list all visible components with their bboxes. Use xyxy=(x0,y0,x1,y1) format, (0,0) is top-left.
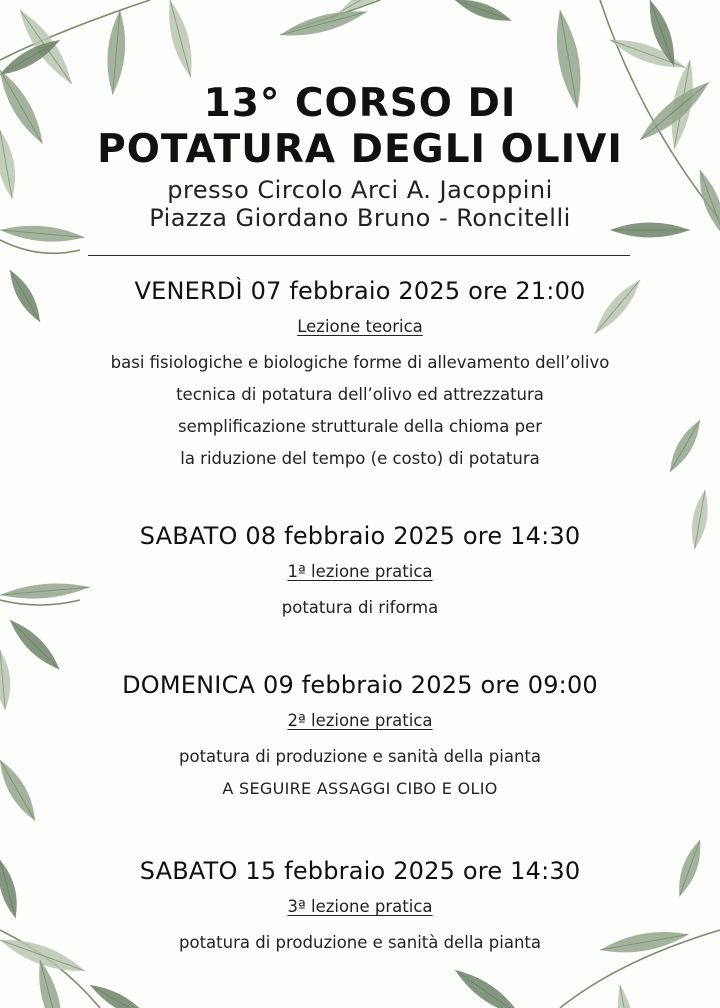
lesson-title: 3ª lezione pratica xyxy=(287,897,433,916)
lesson-title: 1ª lezione pratica xyxy=(287,562,433,581)
venue-line: presso Circolo Arci A. Jacoppini xyxy=(167,176,553,204)
page-title-line2: POTATURA DEGLI OLIVI xyxy=(97,127,623,172)
address-line: Piazza Giordano Bruno - Roncitelli xyxy=(149,204,571,232)
lesson-topic: tecnica di potatura dell’olivo ed attrezzatura xyxy=(176,385,544,404)
page-title-line1: 13° CORSO DI xyxy=(203,81,517,126)
lesson-topic: basi fisiologiche e biologiche forme di allevamento dell’olivo xyxy=(110,353,610,372)
lesson-title: Lezione teorica xyxy=(297,317,423,336)
event-3 xyxy=(0,670,720,805)
lesson-topic: potatura di produzione e sanità della pianta xyxy=(179,933,541,952)
divider xyxy=(88,255,630,256)
event-date: DOMENICA 09 febbraio 2025 ore 09:00 xyxy=(122,671,598,699)
lesson-topic: potatura di riforma xyxy=(281,598,439,617)
lesson-topic: semplificazione strutturale della chioma per xyxy=(177,417,542,436)
lesson-title: 2ª lezione pratica xyxy=(287,711,433,730)
tasting-note: A SEGUIRE ASSAGGI CIBO E OLIO xyxy=(222,779,498,798)
event-date: VENERDÌ 07 febbraio 2025 ore 21:00 xyxy=(134,277,586,305)
event-1 xyxy=(0,276,720,475)
event-4 xyxy=(0,856,720,959)
event-date: SABATO 15 febbraio 2025 ore 14:30 xyxy=(139,857,581,885)
event-date: SABATO 08 febbraio 2025 ore 14:30 xyxy=(139,522,581,550)
lesson-topic: la riduzione del tempo (e costo) di potatura xyxy=(180,449,540,468)
lesson-topic: potatura di produzione e sanità della pianta xyxy=(179,747,541,766)
event-2 xyxy=(0,521,720,624)
